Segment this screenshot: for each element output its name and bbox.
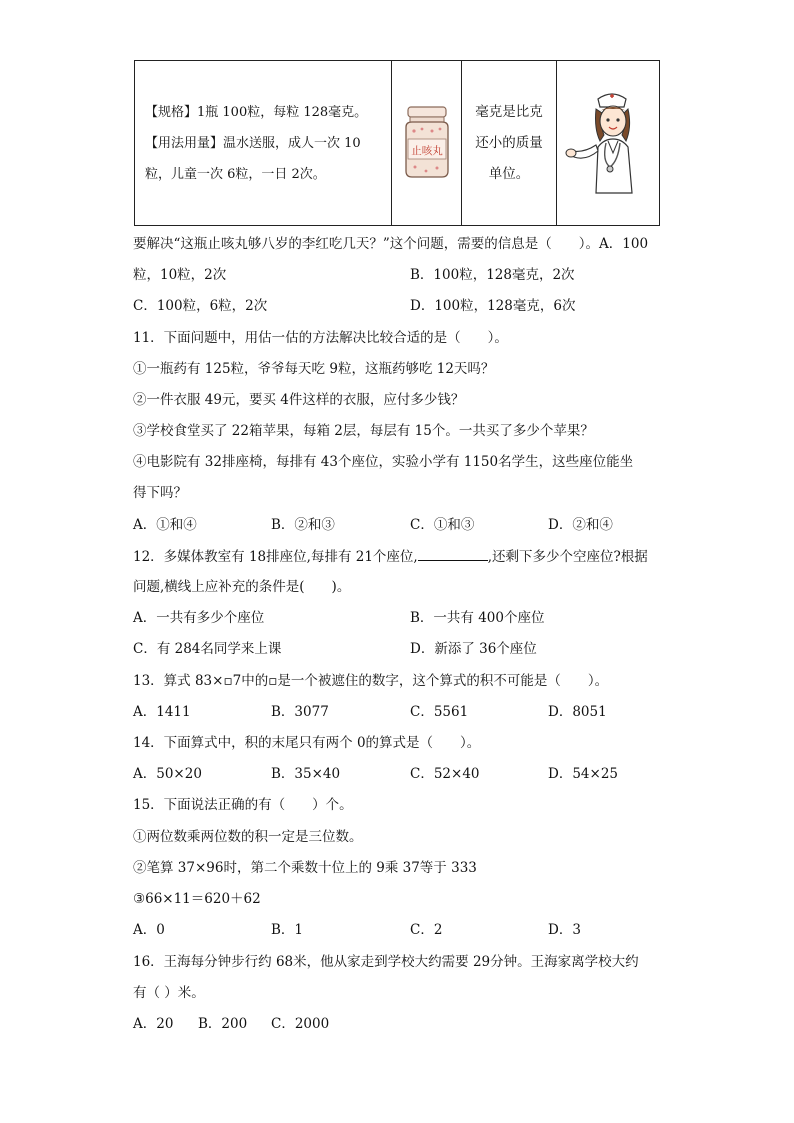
q13-option-d: D．8051 — [548, 704, 607, 720]
q12-stem — [133, 545, 648, 567]
q14-option-a: A．50×20 — [133, 766, 202, 782]
q11-option-a: A．①和④ — [133, 517, 197, 533]
jar-label: 止咳丸 — [410, 145, 443, 157]
q15-option-a: A．0 — [133, 922, 165, 938]
q16-stem-cont: 有（ ）米。 — [133, 985, 205, 1001]
q11-item-2: ②一件衣服 49元，要买 4件这样的衣服，应付多少钱？ — [133, 392, 465, 408]
q14-stem: 14．下面算式中，积的末尾只有两个 0的算式是（ ）。 — [133, 735, 481, 751]
q11-option-b: B．②和③ — [271, 517, 335, 533]
q13-stem: 13．算式 83×▫7中的▫是一个被遮住的数字，这个算式的积不可能是（ ）。 — [133, 673, 609, 689]
spec-cell — [135, 61, 392, 226]
q14-option-d: D．54×25 — [548, 766, 618, 782]
q12-option-b: B．一共有 400个座位 — [410, 610, 545, 626]
q11-item-4-cont: 得下吗？ — [133, 485, 187, 501]
dosage-line: 【用法用量】温水送服，成人一次 10 — [145, 135, 361, 151]
q15-item-1: ①两位数乘两位数的积一定是三位数。 — [133, 829, 363, 845]
q16-option-c: C．2000 — [271, 1016, 330, 1032]
q10-option-c: C．100粒，6粒，2次 — [133, 298, 268, 314]
q14-option-b: B．35×40 — [271, 766, 341, 782]
spec-line: 【规格】1瓶 100粒，每粒 128毫克。 — [145, 104, 368, 120]
q10-stem-cont: 粒，10粒，2次 — [133, 267, 227, 283]
q14-option-c: C．52×40 — [410, 766, 480, 782]
note-line: 毫克是比克 — [475, 103, 543, 120]
q11-option-c: C．①和③ — [410, 517, 475, 533]
q16-option-a: A．20 — [133, 1016, 174, 1032]
q13-option-a: A．1411 — [133, 704, 191, 720]
note-line: 单位。 — [488, 165, 530, 182]
dosage-line-cont: 粒，儿童一次 6粒，一日 2次。 — [145, 166, 326, 182]
q12-option-a: A．一共有多少个座位 — [133, 610, 265, 626]
q15-item-3: ③66×11＝620＋62 — [133, 891, 261, 907]
q11-item-4: ④电影院有 32排座椅，每排有 43个座位，实验小学有 1150名学生，这些座位能坐 — [133, 454, 634, 470]
q15-stem: 15．下面说法正确的有（ ）个。 — [133, 797, 353, 813]
q12-blank — [418, 545, 488, 561]
q16-stem: 16．王海每分钟步行约 68米，他从家走到学校大约需要 29分钟。王海家离学校大约 — [133, 954, 639, 970]
q13-option-b: B．3077 — [271, 704, 329, 720]
q12-stem-part-a: 12．多媒体教室有 18排座位,每排有 21个座位, — [133, 549, 418, 565]
q16-option-b: B．200 — [198, 1016, 248, 1032]
q15-option-d: D．3 — [548, 922, 581, 938]
q12-stem-part-b: ,还剩下多少个空座位?根据 — [487, 549, 648, 565]
q12-option-c: C．有 284名同学来上课 — [133, 641, 282, 657]
q15-item-2: ②笔算 37×96时，第二个乘数十位上的 9乘 37等于 333 — [133, 860, 477, 876]
nurse-cell — [557, 61, 660, 226]
q12-option-d: D．新添了 36个座位 — [410, 641, 537, 657]
q12-stem-cont: 问题,横线上应补充的条件是( )。 — [133, 579, 351, 595]
q15-option-c: C．2 — [410, 922, 443, 938]
note-line: 还小的质量 — [475, 134, 543, 151]
medicine-jar-icon — [400, 101, 454, 181]
q11-item-1: ①一瓶药有 125粒，爷爷每天吃 9粒，这瓶药够吃 12天吗？ — [133, 361, 495, 377]
nurse-illustration — [560, 81, 656, 201]
q10-option-d: D．100粒，128毫克，6次 — [410, 298, 576, 314]
q11-item-3: ③学校食堂买了 22箱苹果，每箱 2层，每层有 15个。一共买了多少个苹果？ — [133, 423, 594, 439]
q11-stem: 11．下面问题中，用估一估的方法解决比较合适的是（ ）。 — [133, 330, 508, 346]
q13-option-c: C．5561 — [410, 704, 469, 720]
q10-stem: 要解决“这瓶止咳丸够八岁的李红吃几天？”这个问题，需要的信息是（ ）。A．100 — [133, 236, 649, 252]
note-cell — [462, 61, 557, 226]
q10-option-b: B．100粒，128毫克，2次 — [410, 267, 575, 283]
q15-option-b: B．1 — [271, 922, 304, 938]
medicine-info-table — [134, 60, 660, 226]
jar-cell — [392, 61, 462, 226]
q11-option-d: D．②和④ — [548, 517, 613, 533]
